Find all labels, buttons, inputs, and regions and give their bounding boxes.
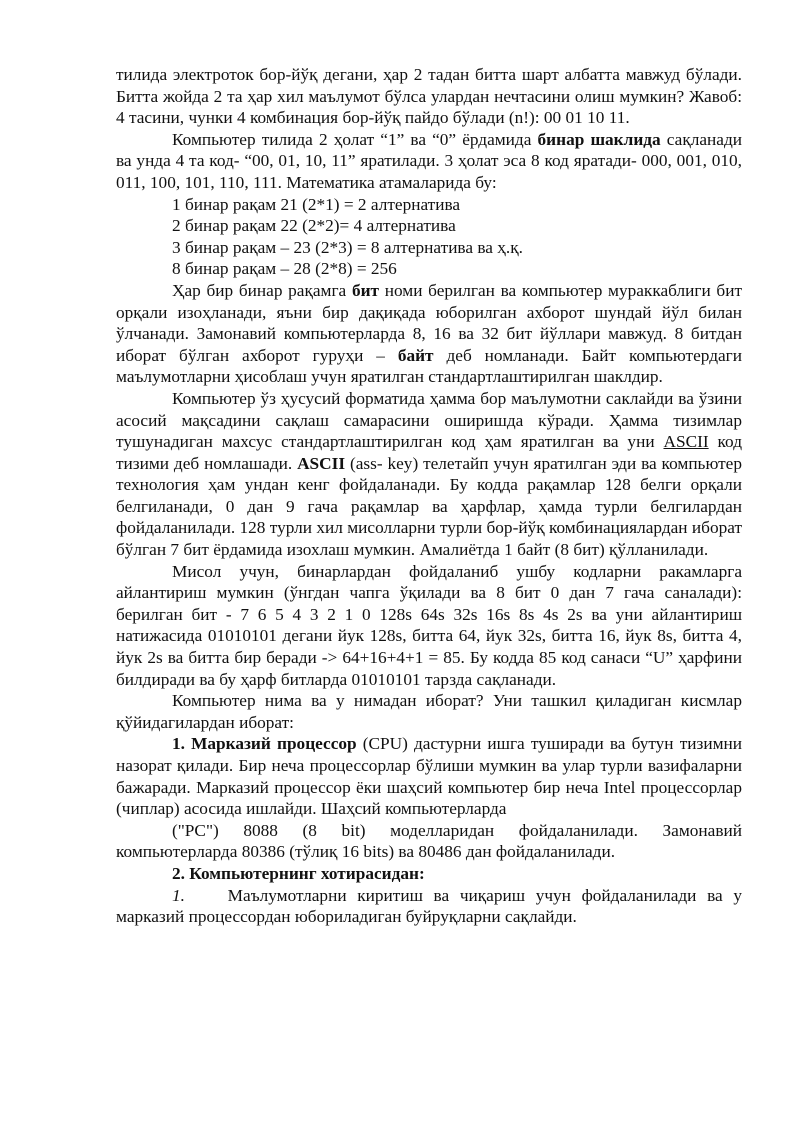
paragraph-memory-item-1 <box>116 885 747 928</box>
bold-term-bit: бит <box>351 280 380 300</box>
text: деб номланади. Байт компьютердаги маълумотларни ҳисоблаш учун яратилган стандартлаштирилган шаклдир. <box>116 345 742 387</box>
bold-term-byte: байт <box>397 345 434 365</box>
text: Мисол учун, бинарлардан фойдаланиб ушбу кодларни ракамларга айлантириш мумкин (ўнгдан чапга ўқилади ва 8 бит 0 дан 7 гача саналади): берилган бит - 7 6 5 4 3 2 1 0 128s 64s 32s 16s 8s 4s 2s ва уни айлантириш натижасида 01010101 дегани йук 128s, битта 64, йук 32s, битта 16, йук 8s, битта 4, йук 2s ва битта бир беради -> 64+16+4+1 = 85. Бу кодда 85 код санаси “U” ҳарфини билдиради ва бу ҳарф битларда 01010101 тарзда сақланади. <box>116 561 742 689</box>
text: сақланади ва унда 4 та код- “00, 01, 10, 11” яратилади. 3 ҳолат эса 8 код яратади- 000, 001, 010, 011, 100, 101, 110, 111. Математика атамаларида бу: <box>116 129 742 192</box>
text: (ass- key) телетайп учун яратилган эди ва компьютер технология ҳам ундан кенг фойдаланади. Бу кодда рақамлар 128 белги орқали белгиланади, 0 дан 9 гача рақамлар ва ҳарфлар, ҳамда турли белгилардан фойдаланилади. 128 турли хил мисолларни турли бор-йўқ комбинациялардан иборат бўлган 7 бит ёрдамида изохлаш мумкин. Амалиётда 1 байт (8 бит) қўлланилади. <box>116 453 742 560</box>
list-number: 1. <box>172 885 185 905</box>
heading-memory <box>116 863 742 885</box>
list-item-4 <box>116 258 742 280</box>
text: ("PC") 8088 (8 bit) моделларидан фойдаланилади. Замонавий компьютерларда 80386 (тўлиқ 16 bits) ва 80486 дан фойдаланилади. <box>116 820 742 862</box>
text: Маълумотларни киритиш ва чиқариш учун фойдаланилади ва у марказий процессордан юбориладиган буйруқларни сақлайди. <box>116 885 747 927</box>
text: 8 бинар рақам – 28 (2*8) = 256 <box>172 259 397 279</box>
text: 3 бинар рақам – 23 (2*3) = 8 алтернатива ва ҳ.қ. <box>172 237 523 257</box>
paragraph-bit-byte <box>116 280 742 388</box>
list-item-1 <box>116 194 742 216</box>
paragraph-ascii <box>116 388 742 561</box>
text: код тизими деб номлашади. <box>116 432 742 473</box>
paragraph-cpu <box>116 733 742 819</box>
text: 2 бинар рақам 22 (2*2)= 4 алтернатива <box>172 216 456 236</box>
text: Компьютер ўз ҳусусий форматида ҳамма бор маълумотни саклайди ва ўзини асосий мақсадини сақлаш самарасини оширишда кўради. Ҳамма тизимлар тушунадиган махсус стандартлаштирилган код ҳам яратилган ва уни <box>116 388 742 452</box>
paragraph-pc-models <box>116 820 742 863</box>
bold-term-ascii: ASCII <box>297 453 346 473</box>
heading-memory-text: 2. Компьютернинг хотирасидан: <box>172 863 425 883</box>
paragraph-binary-form <box>116 129 742 194</box>
paragraph-example <box>116 561 742 691</box>
text: тилида электроток бор-йўқ дегани, ҳар 2 тадан битта шарт албатта мавжуд бўлади. Битта жойда 2 та ҳар хил маълумот бўлса улардан нечтасини олиш мумкин? Жавоб: 4 тасини, чунки 4 комбинация бор-йўқ пайдо бўлади (n!): 00 01 10 11. <box>116 65 742 128</box>
heading-cpu: 1. Марказий процессор <box>172 734 357 754</box>
list-item-2 <box>116 215 742 237</box>
ascii-link[interactable]: ASCII <box>663 432 709 452</box>
text: Ҳар бир бинар рақамга <box>172 280 352 300</box>
text: Компьютер тилида 2 ҳолат “1” ва “0” ёрдамида <box>172 129 538 149</box>
text: номи берилган ва компьютер мураккаблиги бит орқали изоҳланади, яъни бир дақиқада юборилган ахборот шундай йўл билан ўлчанади. Замонавий компьютерларда 8, 16 ва 32 бит йўллари мавжуд. 8 битдан иборат бўлган ахборот гуруҳи – <box>116 280 742 365</box>
text: (CPU) дастурни ишга туширади ва бутун тизимни назорат қилади. Бир неча процессорлар бўлиши мумкин ва улар турли вазифаларни бажаради. Марказий процессор ёки шаҳсий компьютер бир неча Intel процессорлар (чиплар) асосида ишлайди. Шаҳсий компьютерларда <box>116 734 742 819</box>
text: Компьютер нима ва у нимадан иборат? Уни ташкил қиладиган кисмлар қўйидагилардан иборат: <box>116 691 742 732</box>
list-item-3 <box>116 237 742 259</box>
paragraph-binary-intro <box>116 64 742 129</box>
paragraph-components-question <box>116 690 742 733</box>
bold-term-binary-form: бинар шаклида <box>537 129 661 149</box>
text: 1 бинар рақам 21 (2*1) = 2 алтернатива <box>172 194 461 214</box>
